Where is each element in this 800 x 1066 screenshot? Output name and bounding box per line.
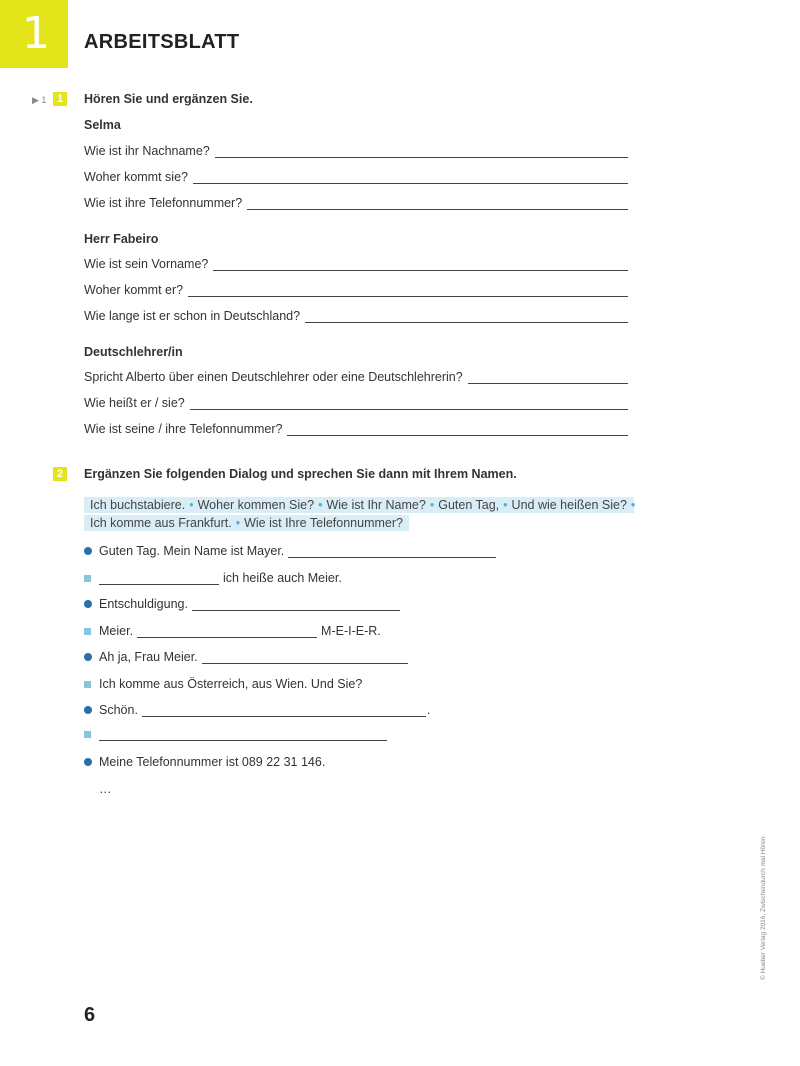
speaker-b-bullet-icon — [84, 731, 91, 738]
question-row — [84, 422, 628, 436]
question-row — [84, 309, 628, 323]
question-text: Wie ist sein Vorname? — [84, 257, 209, 271]
speaker-b-bullet-icon — [84, 681, 91, 688]
dialog-line — [84, 703, 430, 717]
question-row — [84, 257, 628, 271]
dialog-text: Ah ja, Frau Meier. — [99, 650, 198, 664]
dialog-line — [84, 624, 381, 638]
word-item: Ich buchstabiere. — [90, 498, 186, 512]
answer-line[interactable] — [468, 373, 628, 384]
word-box-line-2: Ich komme aus Frankfurt. • Wie ist Ihre Telefonnummer? — [84, 515, 409, 531]
dialog-line — [84, 571, 342, 585]
answer-blank[interactable] — [202, 653, 408, 664]
speaker-a-bullet-icon — [84, 758, 92, 766]
question-text: Woher kommt sie? — [84, 170, 188, 184]
dialog-line — [84, 597, 404, 611]
word-item: Guten Tag, — [438, 498, 500, 512]
answer-line[interactable] — [190, 399, 628, 410]
copyright: © Hueber Verlag 2016, Zwischendurch mal Hören — [760, 836, 767, 980]
question-row — [84, 370, 628, 384]
question-row — [84, 196, 628, 210]
group-heading: Deutschlehrer/in — [84, 345, 183, 359]
speaker-a-bullet-icon — [84, 706, 92, 714]
answer-blank[interactable] — [142, 706, 426, 717]
audio-track-icon: ▶ 1 — [32, 95, 47, 105]
word-item: Woher kommen Sie? — [197, 498, 315, 512]
speaker-a-bullet-icon — [84, 600, 92, 608]
question-row — [84, 396, 628, 410]
answer-line[interactable] — [213, 260, 628, 271]
question-row — [84, 144, 628, 158]
dialog-text: Guten Tag. Mein Name ist Mayer. — [99, 544, 285, 558]
dialog-text: ich heiße auch Meier. — [223, 571, 342, 585]
word-item: Ich komme aus Frankfurt. — [90, 516, 232, 530]
dialog-text: M-E-I-E-R. — [321, 624, 381, 638]
question-text: Wie ist seine / ihre Telefonnummer? — [84, 422, 283, 436]
question-row — [84, 283, 628, 297]
dialog-line — [84, 730, 391, 741]
speaker-b-bullet-icon — [84, 575, 91, 582]
answer-line[interactable] — [305, 312, 628, 323]
group-heading: Herr Fabeiro — [84, 232, 159, 246]
exercise-1-instruction: Hören Sie und ergänzen Sie. — [84, 92, 253, 106]
answer-blank[interactable] — [288, 547, 496, 558]
dialog-text: Ich komme aus Österreich, aus Wien. Und Sie? — [99, 677, 363, 691]
word-item: Und wie heißen Sie? — [511, 498, 627, 512]
question-text: Wie lange ist er schon in Deutschland? — [84, 309, 301, 323]
group-heading: Selma — [84, 118, 121, 132]
question-text: Spricht Alberto über einen Deutschlehrer oder eine Deutschlehrerin? — [84, 370, 463, 384]
answer-line[interactable] — [193, 173, 628, 184]
dialog-text: . — [426, 703, 431, 717]
dialog-text: Meier. — [99, 624, 134, 638]
exercise-2-instruction: Ergänzen Sie folgenden Dialog und sprechen Sie dann mit Ihrem Namen. — [84, 467, 517, 481]
dialog-line — [84, 650, 412, 664]
answer-line[interactable] — [287, 425, 628, 436]
speaker-a-bullet-icon — [84, 653, 92, 661]
dialog-text: Schön. — [99, 703, 138, 717]
speaker-b-bullet-icon — [84, 628, 91, 635]
question-text: Wie ist ihr Nachname? — [84, 144, 210, 158]
dialog-line — [84, 544, 500, 558]
question-text: Woher kommt er? — [84, 283, 184, 297]
question-text: Wie ist ihre Telefonnummer? — [84, 196, 243, 210]
answer-blank[interactable] — [137, 627, 317, 638]
page-number: 6 — [84, 1004, 96, 1026]
answer-line[interactable] — [188, 286, 628, 297]
dialog-text: Entschuldigung. — [99, 597, 188, 611]
word-item: Wie ist Ihr Name? — [326, 498, 426, 512]
answer-line[interactable] — [215, 147, 628, 158]
chapter-badge — [0, 0, 68, 68]
answer-blank[interactable] — [192, 600, 400, 611]
speaker-a-bullet-icon — [84, 547, 92, 555]
chapter-number: 1 — [22, 8, 50, 59]
word-box-line-1: Ich buchstabiere. • Woher kommen Sie? • Wie ist Ihr Name? • Guten Tag, • Und wie heißen Sie? • — [84, 497, 634, 513]
answer-line[interactable] — [247, 199, 628, 210]
exercise-1-number: 1 — [53, 92, 67, 106]
dialog-text: Meine Telefonnummer ist 089 22 31 146. — [99, 755, 326, 769]
word-item: Wie ist Ihre Telefonnummer? — [244, 516, 403, 530]
ellipsis: … — [99, 782, 112, 796]
dialog-line — [84, 677, 362, 691]
question-row — [84, 170, 628, 184]
answer-blank[interactable] — [99, 574, 219, 585]
answer-blank[interactable] — [99, 730, 387, 741]
page-title: ARBEITSBLATT — [84, 31, 240, 53]
dialog-line — [84, 755, 325, 769]
exercise-2-number: 2 — [53, 467, 67, 481]
question-text: Wie heißt er / sie? — [84, 396, 185, 410]
